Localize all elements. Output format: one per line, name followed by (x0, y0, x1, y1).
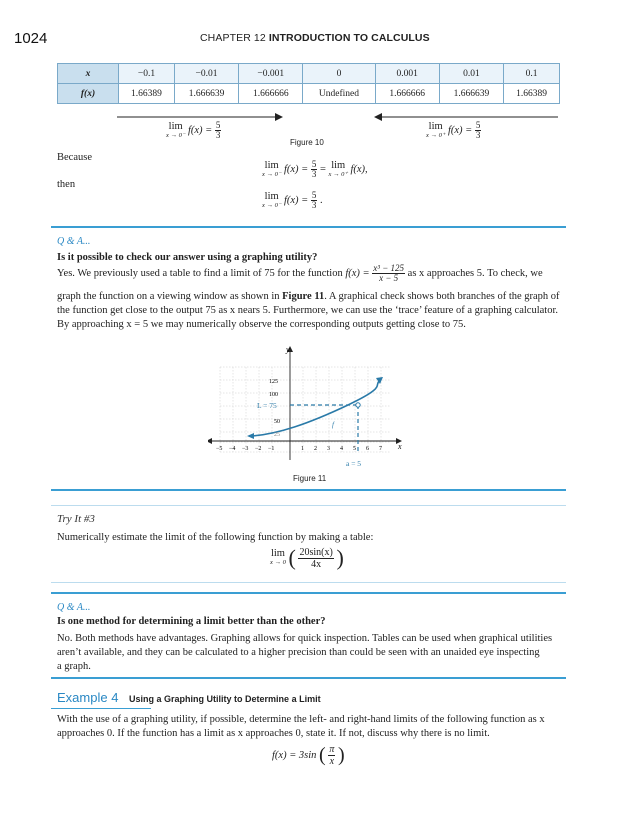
answer-text: as x approaches 5. To check, we (407, 267, 543, 279)
example-underline (51, 708, 151, 709)
equation-1 (262, 160, 368, 179)
lim-subscript: x → 0⁺ (426, 131, 446, 139)
table-cell: 1.666639 (174, 84, 238, 104)
fraction-denominator: x − 5 (379, 273, 399, 283)
curve-label: f (332, 421, 334, 429)
lim-subscript: x → 0⁺ (328, 170, 348, 178)
right-paren: ) (337, 744, 345, 766)
lim-subscript: x → 0 (270, 559, 286, 566)
table-row-x (58, 64, 560, 84)
table-cell: 0.01 (439, 64, 503, 84)
fraction-numerator: π (329, 744, 335, 755)
fraction-denominator: 3 (311, 200, 317, 210)
fraction-denominator: 3 (311, 169, 317, 179)
lim-subscript: x → 0⁻ (262, 201, 282, 209)
left-hand-limit (166, 121, 221, 140)
fraction-numerator: x³ − 125 (373, 263, 405, 273)
y-tick-label: 100 (269, 392, 278, 398)
open-circle (356, 403, 360, 407)
fraction-numerator: 5 (311, 190, 317, 200)
qa-question: Is one method for determining a limit better than the other? (57, 616, 326, 627)
tryit-label: Try It #3 (57, 513, 95, 525)
y-tick-label: 125 (269, 379, 278, 385)
x-tick-label: 1 (301, 446, 304, 452)
table-cell: −0.01 (174, 64, 238, 84)
answer-text: Yes. We previously used a table to find a limit of 75 for the function (57, 267, 343, 279)
example-subtitle: Using a Graphing Utility to Determine a Limit (129, 694, 321, 704)
divider (51, 226, 566, 228)
qa-answer-line4: By approaching x = 5 we may numerically observe the corresponding outputs getting close to 75. (57, 319, 466, 330)
table-cell: 1.666666 (239, 84, 303, 104)
figure-reference: Figure 11 (282, 291, 325, 302)
x-tick-label: 3 (327, 446, 330, 452)
a-label: a = 5 (346, 459, 362, 468)
eq1-left: f(x) = (283, 163, 309, 175)
x-axis-label: x (398, 442, 402, 451)
x-tick-label: −1 (268, 446, 275, 452)
example-title: Example 4 (57, 690, 119, 705)
table-cell: 1.66389 (504, 84, 560, 104)
page-number: 1024 (14, 30, 48, 47)
qa-answer-line1: No. Both methods have advantages. Graphing allows for quick inspection. Tables can be used when graphical utilities (57, 633, 553, 644)
lim-word: lim (331, 159, 346, 171)
x-tick-label: −2 (255, 446, 262, 452)
left-paren: ( (319, 744, 326, 766)
qa-question: Is it possible to check our answer using a graphing utility? (57, 252, 318, 263)
qa-answer-line1 (57, 264, 567, 283)
left-paren: ( (288, 545, 296, 570)
divider (51, 582, 566, 583)
fraction-numerator: 5 (215, 120, 221, 130)
y-tick-label: 25 (274, 432, 280, 438)
x-axis-arrow-left (208, 438, 212, 444)
fraction-denominator: 3 (475, 130, 481, 140)
divider (51, 489, 566, 491)
table-cell: 0.001 (375, 64, 439, 84)
answer-function: f(x) = (345, 267, 370, 279)
lim-word: lim (168, 120, 183, 132)
table-cell: 0 (303, 64, 375, 84)
example-equation (272, 744, 345, 767)
table-cell: 1.66389 (119, 84, 175, 104)
table-cell: 0.1 (504, 64, 560, 84)
qa-answer-line2 (57, 289, 560, 304)
fraction-denominator: 3 (215, 130, 221, 140)
qa-label: Q & A... (57, 236, 91, 247)
eq2-expr: f(x) = (283, 194, 309, 206)
eq2-end: . (319, 194, 323, 206)
L-label: L = 75 (257, 401, 277, 410)
right-hand-limit (426, 121, 481, 140)
figure10-caption: Figure 10 (290, 138, 324, 147)
tryit-equation (270, 545, 344, 571)
lim-word: lim (264, 190, 279, 202)
chapter-label: CHAPTER 12 (200, 32, 266, 44)
eq1-right: f(x), (350, 163, 368, 175)
example-heading (57, 690, 321, 705)
qa-answer-line3: a graph. (57, 661, 91, 672)
x-tick-label: 5 (353, 446, 356, 452)
chapter-title: INTRODUCTION TO CALCULUS (268, 32, 430, 44)
lim-subscript: x → 0⁻ (166, 131, 186, 139)
values-table (57, 63, 560, 104)
because-text: Because (57, 152, 92, 163)
divider (51, 505, 566, 506)
table-cell: Undefined (303, 84, 375, 104)
x-tick-label: 7 (379, 446, 382, 452)
chapter-heading (200, 32, 430, 44)
x-tick-label: 6 (366, 446, 369, 452)
qa-label: Q & A... (57, 602, 91, 613)
figure11-graph (208, 342, 408, 472)
fraction-denominator: 4x (311, 558, 322, 570)
x-tick-label: −5 (216, 446, 223, 452)
lim-word: lim (428, 120, 443, 132)
table-cell: −0.001 (239, 64, 303, 84)
table-cell: 1.666666 (375, 84, 439, 104)
table-cell: −0.1 (119, 64, 175, 84)
equation-2 (262, 191, 323, 210)
curve-arrow-left (247, 433, 254, 439)
x-tick-label: −4 (229, 446, 236, 452)
figure11-caption: Figure 11 (293, 474, 327, 483)
example-text-line2: approaches 0. If the function has a limit as x approaches 0, state it. If not, discuss why there is no limit. (57, 728, 490, 739)
then-text: then (57, 179, 76, 190)
table-header-x: x (58, 64, 119, 84)
divider (51, 592, 566, 594)
x-tick-label: −3 (242, 446, 249, 452)
example-text-line1: With the use of a graphing utility, if possible, determine the left- and right-hand limits of the following function as x (57, 714, 545, 725)
right-paren: ) (336, 545, 344, 570)
y-tick-label: 50 (274, 419, 280, 425)
answer-text: . A graphical check shows both branches of the graph of (324, 291, 560, 302)
fraction-numerator: 5 (311, 159, 317, 169)
limit-expression: f(x) = (187, 124, 213, 136)
fraction-numerator: 5 (475, 120, 481, 130)
qa-answer-line3: the function get close to the output 75 as x nears 5. Furthermore, we can use the ‘trace’ feature of a graphing calculator. (57, 305, 558, 316)
tryit-text: Numerically estimate the limit of the following function by making a table: (57, 532, 374, 543)
lim-word: lim (270, 548, 285, 559)
grid (220, 367, 390, 452)
x-tick-label: 4 (340, 446, 343, 452)
limit-expression: f(x) = (447, 124, 473, 136)
lim-word: lim (264, 159, 279, 171)
qa-answer-line2: aren’t available, and they can be calculated to a higher precision than could be seen with an unaided eye inspecting (57, 647, 540, 658)
eq1-equals: = (319, 163, 326, 175)
table-cell: 1.666639 (439, 84, 503, 104)
curve-arrow-right (376, 377, 383, 384)
y-axis-label: y (286, 345, 290, 354)
table-row-fx (58, 84, 560, 104)
answer-text: graph the function on a viewing window as shown in (57, 291, 280, 302)
fraction-numerator: 20sin(x) (299, 546, 333, 558)
example-function: f(x) = 3sin (272, 749, 317, 761)
lim-subscript: x → 0⁻ (262, 170, 282, 178)
fraction-denominator: x (329, 756, 335, 767)
divider (51, 677, 566, 679)
table-header-fx: f(x) (58, 84, 119, 104)
x-tick-label: 2 (314, 446, 317, 452)
